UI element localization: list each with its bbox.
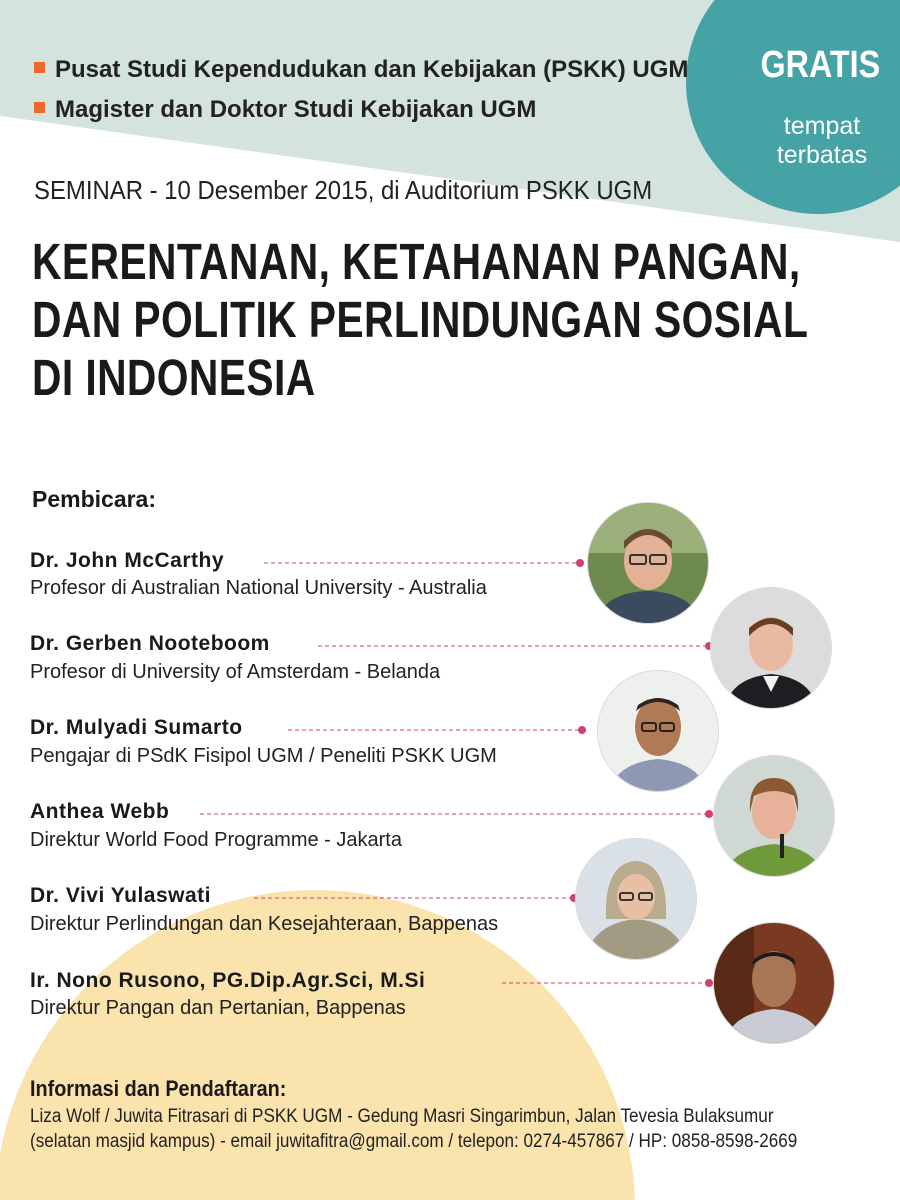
- title-line-2: DAN POLITIK PERLINDUNGAN SOSIAL: [32, 291, 809, 348]
- info-title: Informasi dan Pendaftaran:: [30, 1076, 287, 1101]
- speaker-1-photo: [588, 503, 708, 623]
- organizer-pskk-text: Pusat Studi Kependudukan dan Kebijakan (PSKK) UGM: [55, 56, 689, 83]
- speaker-4-name: Anthea Webb: [30, 800, 170, 823]
- speaker-4-role: Direktur World Food Programme - Jakarta: [30, 829, 402, 851]
- badge-line-1: tempat: [783, 112, 861, 140]
- speaker-1-name: Dr. John McCarthy: [30, 549, 225, 572]
- title-line-3: DI INDONESIA: [32, 349, 316, 406]
- badge-title: GRATIS: [760, 44, 881, 86]
- speaker-3-role: Pengajar di PSdK Fisipol UGM / Peneliti PSKK UGM: [30, 745, 497, 767]
- speaker-2-role: Profesor di University of Amsterdam - Belanda: [30, 661, 441, 683]
- speaker-6-role: Direktur Pangan dan Pertanian, Bappenas: [30, 997, 406, 1019]
- info-line-1: Liza Wolf / Juwita Fitrasari di PSKK UGM - Gedung Masri Singarimbun, Jalan Tevesia Bulaksumur: [30, 1106, 774, 1127]
- badge-line-2: terbatas: [776, 141, 868, 169]
- speaker-1-role: Profesor di Australian National University - Australia: [30, 577, 487, 599]
- speaker-3-name: Dr. Mulyadi Sumarto: [30, 716, 243, 739]
- speaker-5-role: Direktur Perlindungan dan Kesejahteraan, Bappenas: [30, 913, 499, 935]
- speaker-2-name: Dr. Gerben Nooteboom: [30, 632, 270, 655]
- speaker-3-photo: [598, 671, 718, 791]
- speaker-6-photo: [714, 923, 834, 1043]
- title-line-1: KERENTANAN, KETAHANAN PANGAN,: [32, 233, 801, 290]
- seminar-date-venue: SEMINAR - 10 Desember 2015, di Auditorium PSKK UGM: [34, 175, 653, 205]
- speaker-6-name: Ir. Nono Rusono, PG.Dip.Agr.Sci, M.Si: [30, 969, 426, 992]
- speaker-4-photo: [714, 756, 834, 876]
- speaker-5-photo: [576, 839, 696, 959]
- speaker-2-photo: [711, 588, 831, 708]
- organizer-magister-text: Magister dan Doktor Studi Kebijakan UGM: [55, 96, 537, 123]
- info-line-2: (selatan masjid kampus) - email juwitafitra@gmail.com / telepon: 0274-457867 / HP: 0858-8598-2669: [30, 1131, 798, 1152]
- speaker-5-name: Dr. Vivi Yulaswati: [30, 884, 211, 907]
- speakers-label: Pembicara:: [32, 486, 157, 512]
